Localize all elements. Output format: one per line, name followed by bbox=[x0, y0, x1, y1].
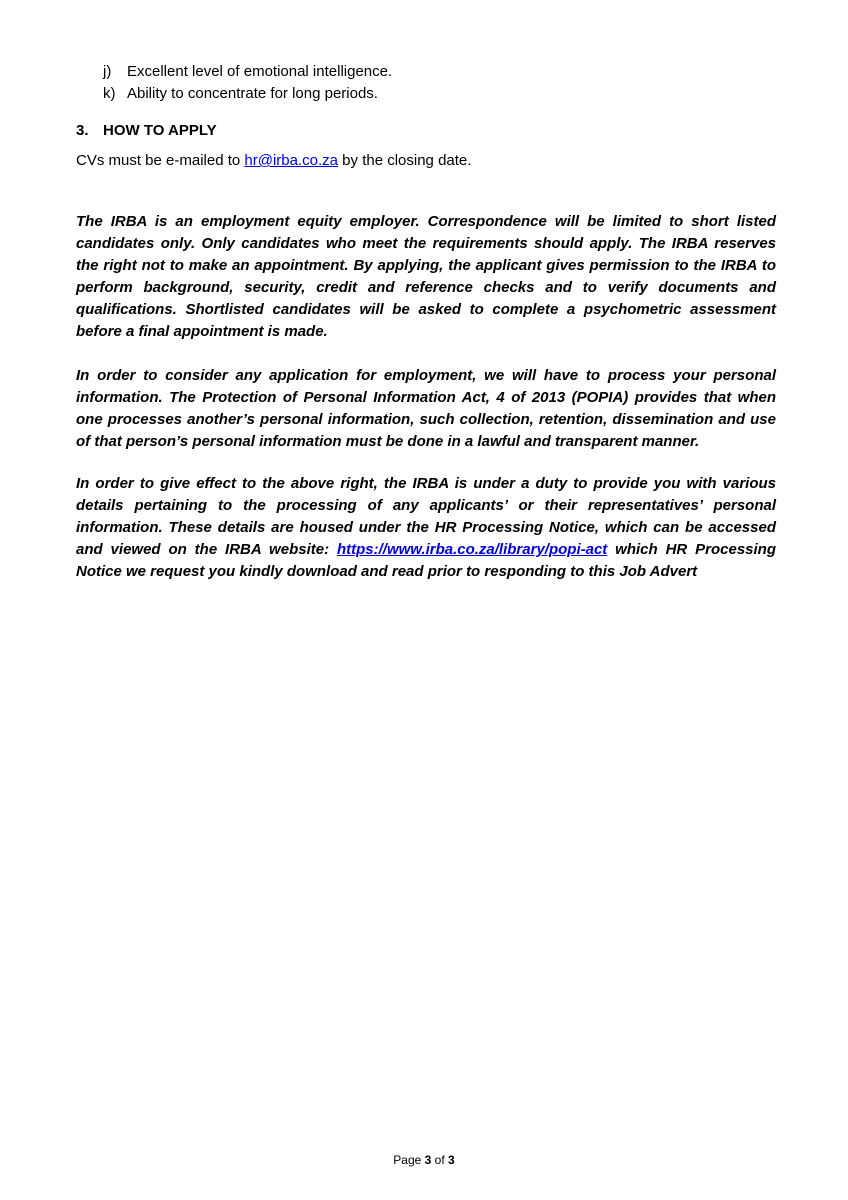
popi-act-link[interactable]: https://www.irba.co.za/library/popi-act bbox=[336, 541, 608, 558]
email-link[interactable]: hr@irba.co.za bbox=[244, 152, 339, 169]
list-item bbox=[103, 83, 392, 105]
processing-notice-text-end: which HR Processing Notice we request you kindly download and read prior to responding to this Job Advert bbox=[76, 541, 776, 580]
section-number: 3. bbox=[76, 122, 89, 139]
apply-prefix: CVs must be e-mailed to bbox=[76, 152, 245, 169]
list-marker: j) bbox=[103, 63, 112, 80]
equity-paragraph: The IRBA is an employment equity employer. Correspondence will be limited to short listed candidates only. Only candidates who meet the requirements should apply. The IRBA reserves the right not to make an appointment. By applying, the applicant gives permission to the IRBA to perform background, security, credit and reference checks and to verify documents and qualifications. Shortlisted candidates will be asked to complete a psychometric assessment before a final appointment is made. bbox=[76, 213, 776, 340]
list-item-text: Excellent level of emotional intelligence. bbox=[127, 63, 393, 80]
apply-instructions bbox=[76, 152, 471, 169]
requirements-list bbox=[103, 61, 392, 105]
footer-current-page: 3 bbox=[424, 1153, 432, 1167]
popia-paragraph: In order to consider any application for employment, we will have to process your personal information. The Protection of Personal Information Act, 4 of 2013 (POPIA) provides that when one processes another’s personal information, such collection, retention, dissemination and use of that person’s personal information must be done in a lawful and transparent manner. bbox=[76, 367, 776, 450]
footer-of-label: of bbox=[431, 1153, 449, 1167]
page-footer bbox=[0, 1153, 848, 1167]
apply-suffix: by the closing date. bbox=[338, 152, 472, 169]
processing-notice-text: In order to give effect to the above right, the IRBA is under a duty to provide you with various details pertaining to the processing of any applicants’ or their representatives’ personal information. These details are housed under the HR Processing Notice, which can be accessed and viewed on the IRBA website: bbox=[76, 475, 776, 558]
footer-page-label: Page bbox=[393, 1153, 425, 1167]
list-item bbox=[103, 61, 392, 83]
list-marker: k) bbox=[103, 85, 116, 102]
list-item-text: Ability to concentrate for long periods. bbox=[127, 85, 378, 102]
footer-total-pages: 3 bbox=[448, 1153, 455, 1167]
section-title: HOW TO APPLY bbox=[103, 122, 217, 139]
processing-notice-paragraph bbox=[76, 473, 776, 583]
section-heading bbox=[76, 122, 217, 139]
